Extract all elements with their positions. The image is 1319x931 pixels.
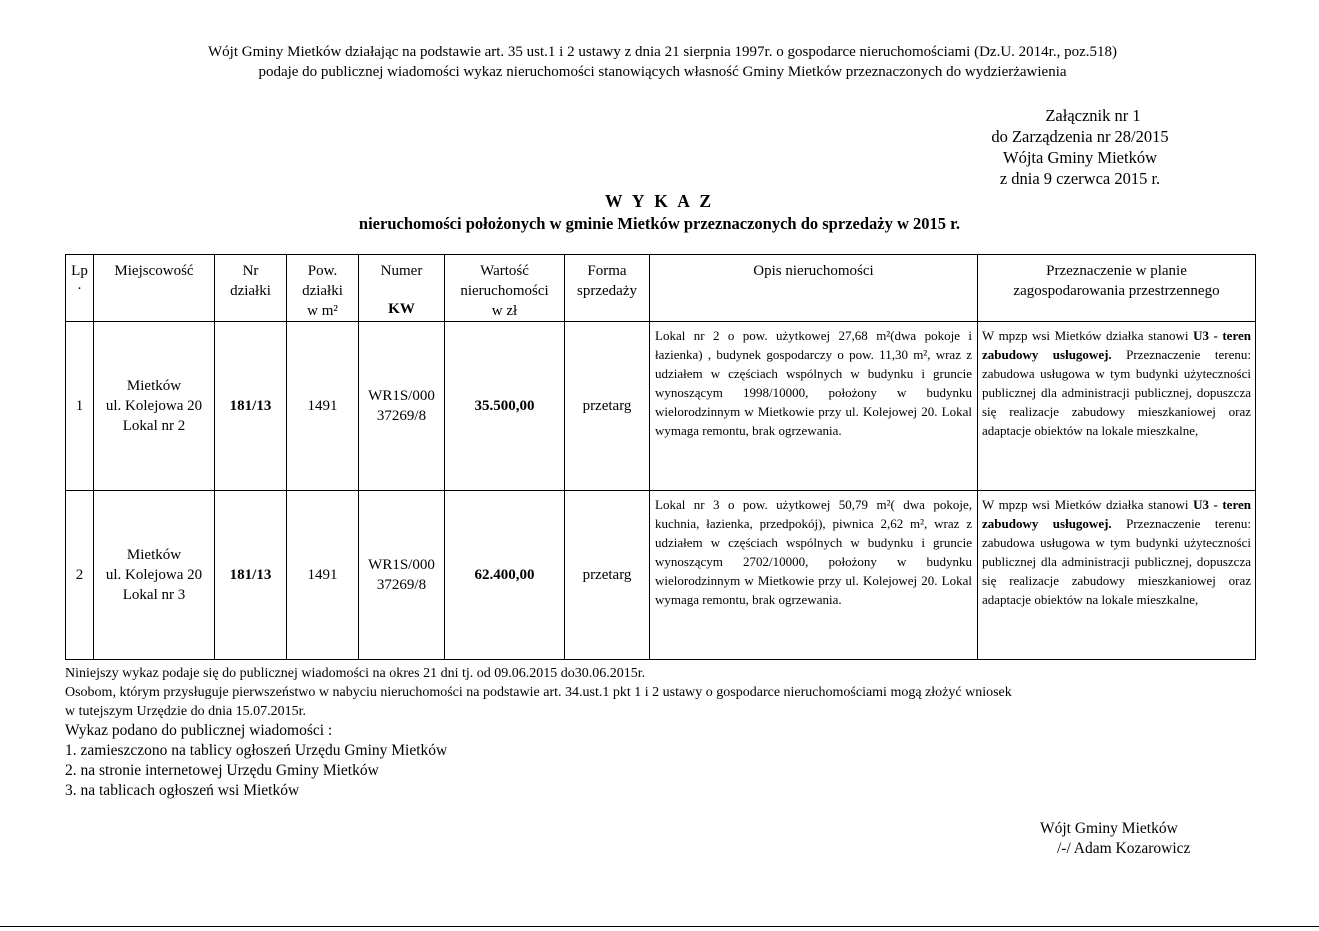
header-form-line-2: sprzedaży xyxy=(577,283,637,299)
cell-place xyxy=(94,322,215,491)
cell-place xyxy=(94,491,215,660)
cell-lp: 1 xyxy=(66,322,94,491)
intro-text xyxy=(0,42,1319,82)
header-area-line-2: działki xyxy=(302,283,343,299)
table-row xyxy=(66,322,1256,491)
header-lp-dot: . xyxy=(77,277,82,293)
intro-line-1: Wójt Gminy Mietków działając na podstawie art. 35 ust.1 i 2 ustawy z dnia 21 sierpnia 1997r. o gospodarce nieruchomościami (Dz.U. 2014r., poz.518) xyxy=(208,44,1117,60)
header-plan xyxy=(978,255,1256,322)
footer-line-2: Osobom, którym przysługuje pierwszeństwo w nabyciu nieruchomości na podstawie art. 34.ust.1 pkt 1 i 2 ustawy o gospodarce nieruchomościami mogą złożyć wniosek xyxy=(65,685,1012,700)
cell-area: 1491 xyxy=(287,491,359,660)
cell-kw-line-2: 37269/8 xyxy=(376,577,427,593)
header-area xyxy=(287,255,359,322)
header-form-line-1: Forma xyxy=(587,263,627,279)
cell-plan xyxy=(978,491,1256,660)
header-plot-no xyxy=(215,255,287,322)
document-title: W Y K A Z xyxy=(604,191,714,211)
footer-line-3: w tutejszym Urzędzie do dnia 15.07.2015r. xyxy=(65,704,307,719)
intro-line-2: podaje do publicznej wiadomości wykaz nieruchomości stanowiących własność Gminy Mietków przeznaczonych do wydzierżawienia xyxy=(258,64,1067,80)
annex-line-4: z dnia 9 czerwca 2015 r. xyxy=(999,169,1161,188)
footer-notes xyxy=(65,664,1012,801)
header-kw-line-2: KW xyxy=(388,301,415,317)
signature-line-2: /-/ Adam Kozarowicz xyxy=(1057,840,1191,857)
cell-plan-prefix: W mpzp wsi Mietków działka stanowi xyxy=(982,328,1194,343)
footer-item-1: 1. zamieszczono na tablicy ogłoszeń Urzędu Gminy Mietków xyxy=(65,742,448,759)
cell-plot: 181/13 xyxy=(215,491,287,660)
cell-place-line-1: Mietków xyxy=(126,547,182,563)
cell-description: Lokal nr 2 o pow. użytkowej 27,68 m²(dwa pokoje i łazienka) , budynek gospodarczy o pow. 11,30 m², wraz z udziałem w częściach wspólnych w budynku i gruncie wynoszącym 1998/10000, położony w budynku wielorodzinnym w Mietkowie przy ul. Kolejowej 20. Lokal wymaga remontu, brak ogrzewania. xyxy=(650,322,978,491)
annex-line-2: do Zarządzenia nr 28/2015 xyxy=(991,127,1169,146)
cell-plan-bold: U3 - teren zabudowy usługowej. xyxy=(982,328,1251,362)
header-kw xyxy=(359,255,445,322)
header-plan-line-1: Przeznaczenie w planie xyxy=(1046,263,1187,279)
header-value xyxy=(445,255,565,322)
header-area-line-3: w m² xyxy=(307,303,338,319)
cell-plan-rest: Przeznaczenie terenu: zabudowa usługowa w tym budynki użyteczności publicznej dla administracji publicznej, dopuszcza się realizacje zabudowy mieszkaniowej oraz adaptacje obiektów na lokale mieszkalne, xyxy=(982,347,1251,438)
property-table xyxy=(65,254,1256,660)
cell-kw-line-1: WR1S/000 xyxy=(368,557,435,573)
signature-line-1: Wójt Gminy Mietków xyxy=(1040,820,1178,837)
cell-place-line-1: Mietków xyxy=(126,378,182,394)
cell-place-line-2: ul. Kolejowa 20 xyxy=(105,398,203,414)
table-header-row xyxy=(66,255,1256,322)
cell-form: przetarg xyxy=(565,491,650,660)
cell-kw xyxy=(359,491,445,660)
table-row xyxy=(66,491,1256,660)
header-lp xyxy=(66,255,94,322)
cell-plan-rest: Przeznaczenie terenu: zabudowa usługowa w tym budynki użyteczności publicznej dla administracji publicznej, dopuszcza się realizacje zabudowy mieszkaniowej oraz adaptacje obiektów na lokale mieszkalne, xyxy=(982,516,1251,607)
header-place: Miejscowość xyxy=(94,255,215,322)
signature-block xyxy=(1040,819,1220,859)
header-value-line-3: w zł xyxy=(491,303,518,319)
header-value-line-2: nieruchomości xyxy=(460,283,549,299)
header-lp-label: Lp xyxy=(71,263,88,279)
cell-kw-line-1: WR1S/000 xyxy=(368,388,435,404)
cell-value: 35.500,00 xyxy=(445,322,565,491)
cell-place-line-3: Lokal nr 3 xyxy=(122,587,186,603)
cell-kw-line-2: 37269/8 xyxy=(376,408,427,424)
cell-place-line-2: ul. Kolejowa 20 xyxy=(105,567,203,583)
header-kw-line-1: Numer xyxy=(380,263,423,279)
header-value-line-1: Wartość xyxy=(480,263,529,279)
cell-plan-prefix: W mpzp wsi Mietków działka stanowi xyxy=(982,497,1194,512)
cell-plan-bold: U3 - teren zabudowy usługowej. xyxy=(982,497,1251,531)
header-plan-line-2: zagospodarowania przestrzennego xyxy=(1013,283,1220,299)
page-bottom-border xyxy=(0,926,1319,927)
header-description: Opis nieruchomości xyxy=(650,255,978,322)
header-plot-no-line-2: działki xyxy=(230,283,271,299)
cell-place-line-3: Lokal nr 2 xyxy=(122,418,186,434)
cell-kw xyxy=(359,322,445,491)
header-area-line-1: Pow. xyxy=(307,263,338,279)
annex-line-3: Wójta Gminy Mietków xyxy=(1003,148,1157,167)
cell-plot: 181/13 xyxy=(215,322,287,491)
document-subtitle: nieruchomości położonych w gminie Mietków przeznaczonych do sprzedaży w 2015 r. xyxy=(358,214,961,233)
footer-item-3: 3. na tablicach ogłoszeń wsi Mietków xyxy=(65,782,300,799)
footer-item-2: 2. na stronie internetowej Urzędu Gminy Mietków xyxy=(65,762,379,779)
header-form xyxy=(565,255,650,322)
footer-line-4: Wykaz podano do publicznej wiadomości : xyxy=(65,722,333,739)
cell-form: przetarg xyxy=(565,322,650,491)
cell-value: 62.400,00 xyxy=(445,491,565,660)
annex-line-1: Załącznik nr 1 xyxy=(1045,106,1141,125)
cell-description: Lokal nr 3 o pow. użytkowej 50,79 m²( dwa pokoje, kuchnia, łazienka, przedpokój), piwnica 2,62 m², wraz z udziałem w częściach wspólnych w budynku i gruncie wynoszącym 2702/10000, położony w budynku wielorodzinnym w Mietkowie przy ul. Kolejowej 20. Lokal wymaga remontu, brak ogrzewania. xyxy=(650,491,978,660)
cell-lp: 2 xyxy=(66,491,94,660)
cell-area: 1491 xyxy=(287,322,359,491)
header-plot-no-line-1: Nr xyxy=(242,263,259,279)
annex-block xyxy=(960,105,1200,189)
footer-line-1: Niniejszy wykaz podaje się do publicznej wiadomości na okres 21 dni tj. od 09.06.2015 do30.06.2015r. xyxy=(65,666,646,681)
cell-plan xyxy=(978,322,1256,491)
